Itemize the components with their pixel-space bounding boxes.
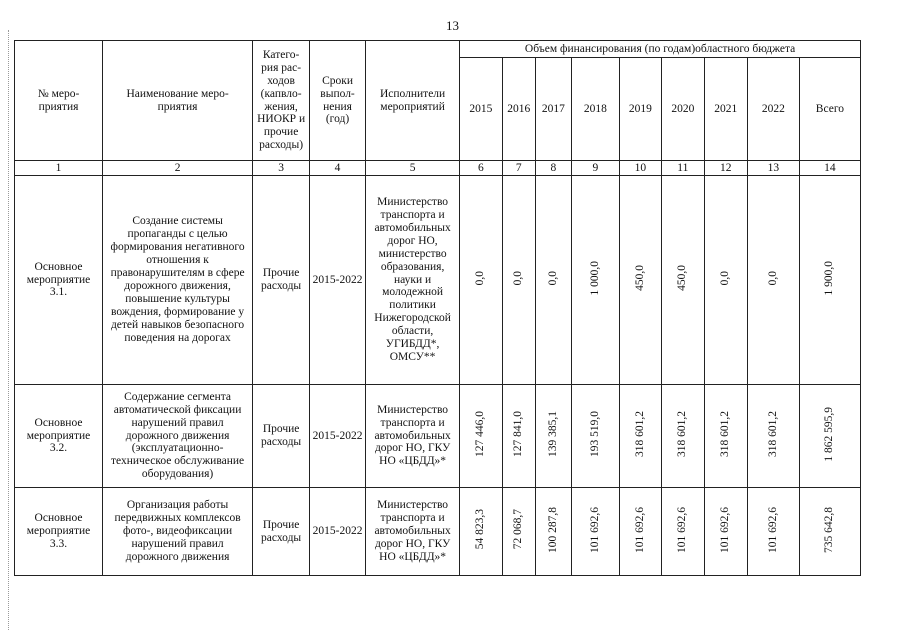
column-number: 4 bbox=[310, 161, 366, 176]
row-name: Создание системы пропаганды с целью формирования негативного отношения к правонарушителям в сфере дорожного движения, повышение культуры вождения, формирование у детей навыков безопасного поведения на дорогах bbox=[103, 176, 253, 385]
header-term: Сроки выпол-нения (год) bbox=[310, 41, 366, 161]
row-number: Основное мероприятие 3.1. bbox=[15, 176, 103, 385]
value-text: 1 000,0 bbox=[588, 260, 601, 296]
header-year: 2022 bbox=[748, 58, 800, 161]
value-text: 101 692,6 bbox=[588, 506, 601, 553]
row-value bbox=[535, 385, 571, 488]
column-number: 8 bbox=[535, 161, 571, 176]
row-value bbox=[662, 488, 704, 576]
row-value bbox=[535, 176, 571, 385]
value-text: 101 692,6 bbox=[719, 506, 732, 553]
row-category: Прочие расходы bbox=[253, 488, 310, 576]
row-number: Основное мероприятие 3.2. bbox=[15, 385, 103, 488]
header-category: Катего-рия рас-ходов (капвло-жения, НИОКР и прочие расходы) bbox=[253, 41, 310, 161]
value-text: 139 385,1 bbox=[546, 411, 559, 458]
row-total bbox=[799, 488, 860, 576]
row-value bbox=[572, 385, 620, 488]
row-value bbox=[619, 488, 661, 576]
header-funding: Объем финансирования (по годам)областного бюджета bbox=[460, 41, 861, 58]
value-text: 100 287,8 bbox=[546, 506, 559, 553]
row-term: 2015-2022 bbox=[310, 385, 366, 488]
total-text: 1 900,0 bbox=[823, 260, 836, 296]
row-value bbox=[704, 488, 747, 576]
row-value bbox=[662, 176, 704, 385]
total-text: 735 642,8 bbox=[823, 506, 836, 553]
funding-table bbox=[14, 40, 861, 576]
row-value bbox=[502, 488, 535, 576]
page-edge-line bbox=[8, 30, 9, 630]
header-num bbox=[15, 41, 103, 161]
row-value bbox=[748, 385, 800, 488]
column-number: 1 bbox=[15, 161, 103, 176]
row-executors: Министерство транспорта и автомобильных дорог НО, министерство образования, науки и молодежной политики Нижегородской области, УГИБДД*, ОМСУ** bbox=[365, 176, 459, 385]
row-number: Основное мероприятие 3.3. bbox=[15, 488, 103, 576]
row-total bbox=[799, 176, 860, 385]
value-text: 72 068,7 bbox=[512, 509, 525, 550]
row-value bbox=[502, 385, 535, 488]
value-text: 127 446,0 bbox=[474, 411, 487, 458]
row-value bbox=[572, 176, 620, 385]
value-text: 0,0 bbox=[546, 270, 559, 286]
value-text: 0,0 bbox=[766, 270, 779, 286]
row-term: 2015-2022 bbox=[310, 176, 366, 385]
value-text: 318 601,2 bbox=[719, 411, 732, 458]
column-number: 2 bbox=[103, 161, 253, 176]
header-total: Всего bbox=[799, 58, 860, 161]
row-value bbox=[619, 385, 661, 488]
row-category: Прочие расходы bbox=[253, 385, 310, 488]
row-value bbox=[748, 176, 800, 385]
header-row-top bbox=[15, 41, 861, 58]
value-text: 101 692,6 bbox=[766, 506, 779, 553]
table-row bbox=[15, 176, 861, 385]
row-name: Организация работы передвижных комплексов фото-, видеофиксации нарушений правил дорожного движения bbox=[103, 488, 253, 576]
row-executors: Министерство транспорта и автомобильных дорог НО, ГКУ НО «ЦБДД»* bbox=[365, 488, 459, 576]
column-number: 12 bbox=[704, 161, 747, 176]
value-text: 450,0 bbox=[633, 265, 646, 291]
header-num-line1: № меро- bbox=[37, 87, 80, 100]
row-value bbox=[460, 385, 502, 488]
value-text: 101 692,6 bbox=[633, 506, 646, 553]
header-year: 2018 bbox=[572, 58, 620, 161]
value-text: 318 601,2 bbox=[633, 411, 646, 458]
value-text: 0,0 bbox=[512, 270, 525, 286]
column-number: 13 bbox=[748, 161, 800, 176]
value-text: 101 692,6 bbox=[676, 506, 689, 553]
column-numbers-row bbox=[15, 161, 861, 176]
column-number: 5 bbox=[365, 161, 459, 176]
header-name-line1: Наименование меро- bbox=[126, 87, 229, 100]
header-year: 2015 bbox=[460, 58, 502, 161]
row-value bbox=[748, 488, 800, 576]
value-text: 450,0 bbox=[676, 265, 689, 291]
row-category: Прочие расходы bbox=[253, 176, 310, 385]
row-name: Содержание сегмента автоматической фиксации нарушений правил дорожного движения (эксплуатационно-техническое обслуживание оборудования) bbox=[103, 385, 253, 488]
column-number: 14 bbox=[799, 161, 860, 176]
value-text: 0,0 bbox=[719, 270, 732, 286]
value-text: 318 601,2 bbox=[676, 411, 689, 458]
row-value bbox=[619, 176, 661, 385]
row-term: 2015-2022 bbox=[310, 488, 366, 576]
table-row bbox=[15, 488, 861, 576]
value-text: 54 823,3 bbox=[474, 509, 487, 550]
header-executors: Исполнители мероприятий bbox=[365, 41, 459, 161]
header-year: 2020 bbox=[662, 58, 704, 161]
row-value bbox=[460, 176, 502, 385]
row-executors: Министерство транспорта и автомобильных дорог НО, ГКУ НО «ЦБДД»* bbox=[365, 385, 459, 488]
row-value bbox=[704, 385, 747, 488]
row-value bbox=[535, 488, 571, 576]
header-num-line2: приятия bbox=[38, 100, 79, 113]
total-text: 1 862 595,9 bbox=[823, 406, 836, 462]
column-number: 3 bbox=[253, 161, 310, 176]
value-text: 127 841,0 bbox=[512, 411, 525, 458]
row-value bbox=[572, 488, 620, 576]
column-number: 6 bbox=[460, 161, 502, 176]
header-name bbox=[103, 41, 253, 161]
column-number: 10 bbox=[619, 161, 661, 176]
row-value bbox=[502, 176, 535, 385]
value-text: 318 601,2 bbox=[766, 411, 779, 458]
table-row bbox=[15, 385, 861, 488]
header-year: 2021 bbox=[704, 58, 747, 161]
header-year: 2016 bbox=[502, 58, 535, 161]
row-total bbox=[799, 385, 860, 488]
header-name-line2: приятия bbox=[157, 100, 198, 113]
header-year: 2017 bbox=[535, 58, 571, 161]
column-number: 9 bbox=[572, 161, 620, 176]
value-text: 0,0 bbox=[474, 270, 487, 286]
column-number: 11 bbox=[662, 161, 704, 176]
value-text: 193 519,0 bbox=[588, 411, 601, 458]
row-value bbox=[704, 176, 747, 385]
header-year: 2019 bbox=[619, 58, 661, 161]
row-value bbox=[662, 385, 704, 488]
row-value bbox=[460, 488, 502, 576]
page-number: 13 bbox=[446, 18, 459, 33]
column-number: 7 bbox=[502, 161, 535, 176]
